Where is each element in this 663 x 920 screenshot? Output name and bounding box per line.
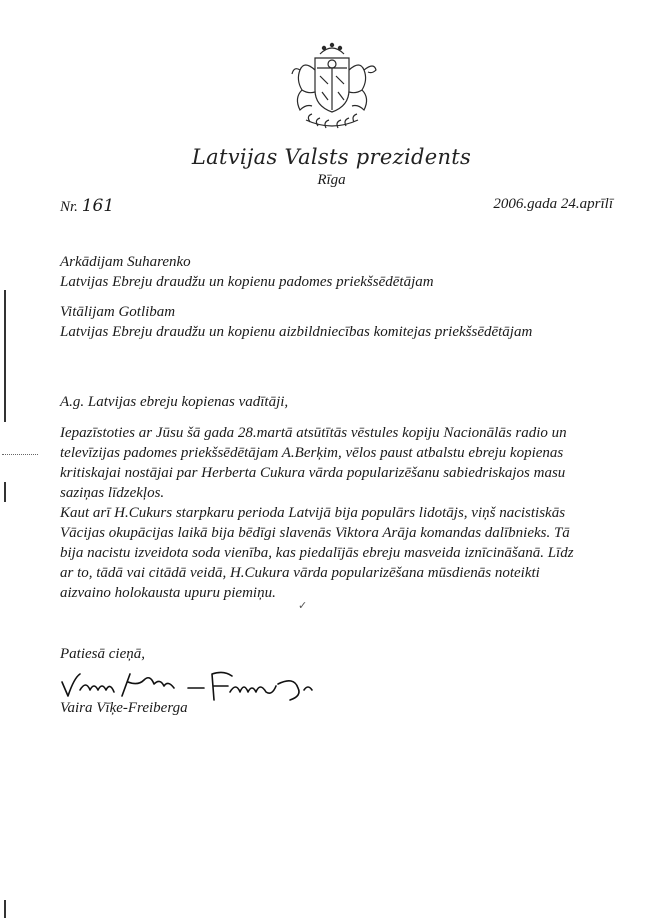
recipient-block: [60, 252, 434, 292]
recipient-title: Latvijas Ebreju draudžu un kopienu aizbildniecības komitejas priekšsēdētājam: [60, 324, 533, 340]
body-line: Kaut arī H.Cukurs starpkaru perioda Latvijā bija populārs lidotājs, viņš nacistiskās: [60, 505, 566, 521]
recipient-name: Vitālijam Gotlibam: [60, 304, 176, 320]
recipient-name: Arkādijam Suharenko: [60, 254, 191, 270]
body-line: Iepazīstoties ar Jūsu šā gada 28.martā atsūtītās vēstules kopiju Nacionālās radio un: [60, 425, 567, 441]
body-line: ar to, tādā vai citādā veidā, H.Cukura vārda popularizēšana mūsdienās noteikti: [60, 565, 540, 581]
margin-dots: [2, 454, 38, 456]
coat-of-arms-icon: [282, 40, 382, 135]
recipient-title: Latvijas Ebreju draudžu un kopienu padomes priekšsēdētājam: [60, 274, 434, 290]
margin-bar: [4, 900, 6, 918]
closing-phrase: Patiesā cieņā,: [60, 646, 145, 662]
body-line: Vācijas okupācijas laikā bija bēdīgi slavenās Viktora Arāja komandas dalībnieks. Tā: [60, 525, 570, 541]
body-line: saziņas līdzekļos.: [60, 485, 165, 501]
letter-date: 2006.gada 24.aprīlī: [493, 196, 613, 212]
body-line: kritiskajai nostājai par Herberta Cukura vārda popularizēšanu sabiedriskajos masu: [60, 465, 566, 481]
letter-body: [60, 423, 620, 603]
signer-name: Vaira Vīķe-Freiberga: [60, 700, 188, 716]
margin-bar: [4, 482, 6, 502]
letter-number-handwritten: 161: [81, 196, 115, 216]
margin-bar: [4, 290, 6, 422]
letterhead-title: Latvijas Valsts prezidents: [191, 145, 472, 169]
body-line: bija nacistu izveidota soda vienība, kas piedalījās ebreju masveida iznīcināšanā. Līdz: [60, 545, 574, 561]
letter-number-prefix: Nr.: [60, 199, 78, 215]
body-line: televīzijas padomes priekšsēdētājam A.Berķim, vēlos paust atbalstu ebreju kopienas: [60, 445, 564, 461]
letter-number: [60, 196, 114, 216]
letterhead-city: Rīga: [317, 172, 346, 188]
body-line: aizvaino holokausta upuru piemiņu.: [60, 585, 276, 601]
stray-mark: ✓: [298, 600, 308, 612]
recipient-block: [60, 302, 532, 342]
salutation: A.g. Latvijas ebreju kopienas vadītāji,: [60, 394, 289, 410]
